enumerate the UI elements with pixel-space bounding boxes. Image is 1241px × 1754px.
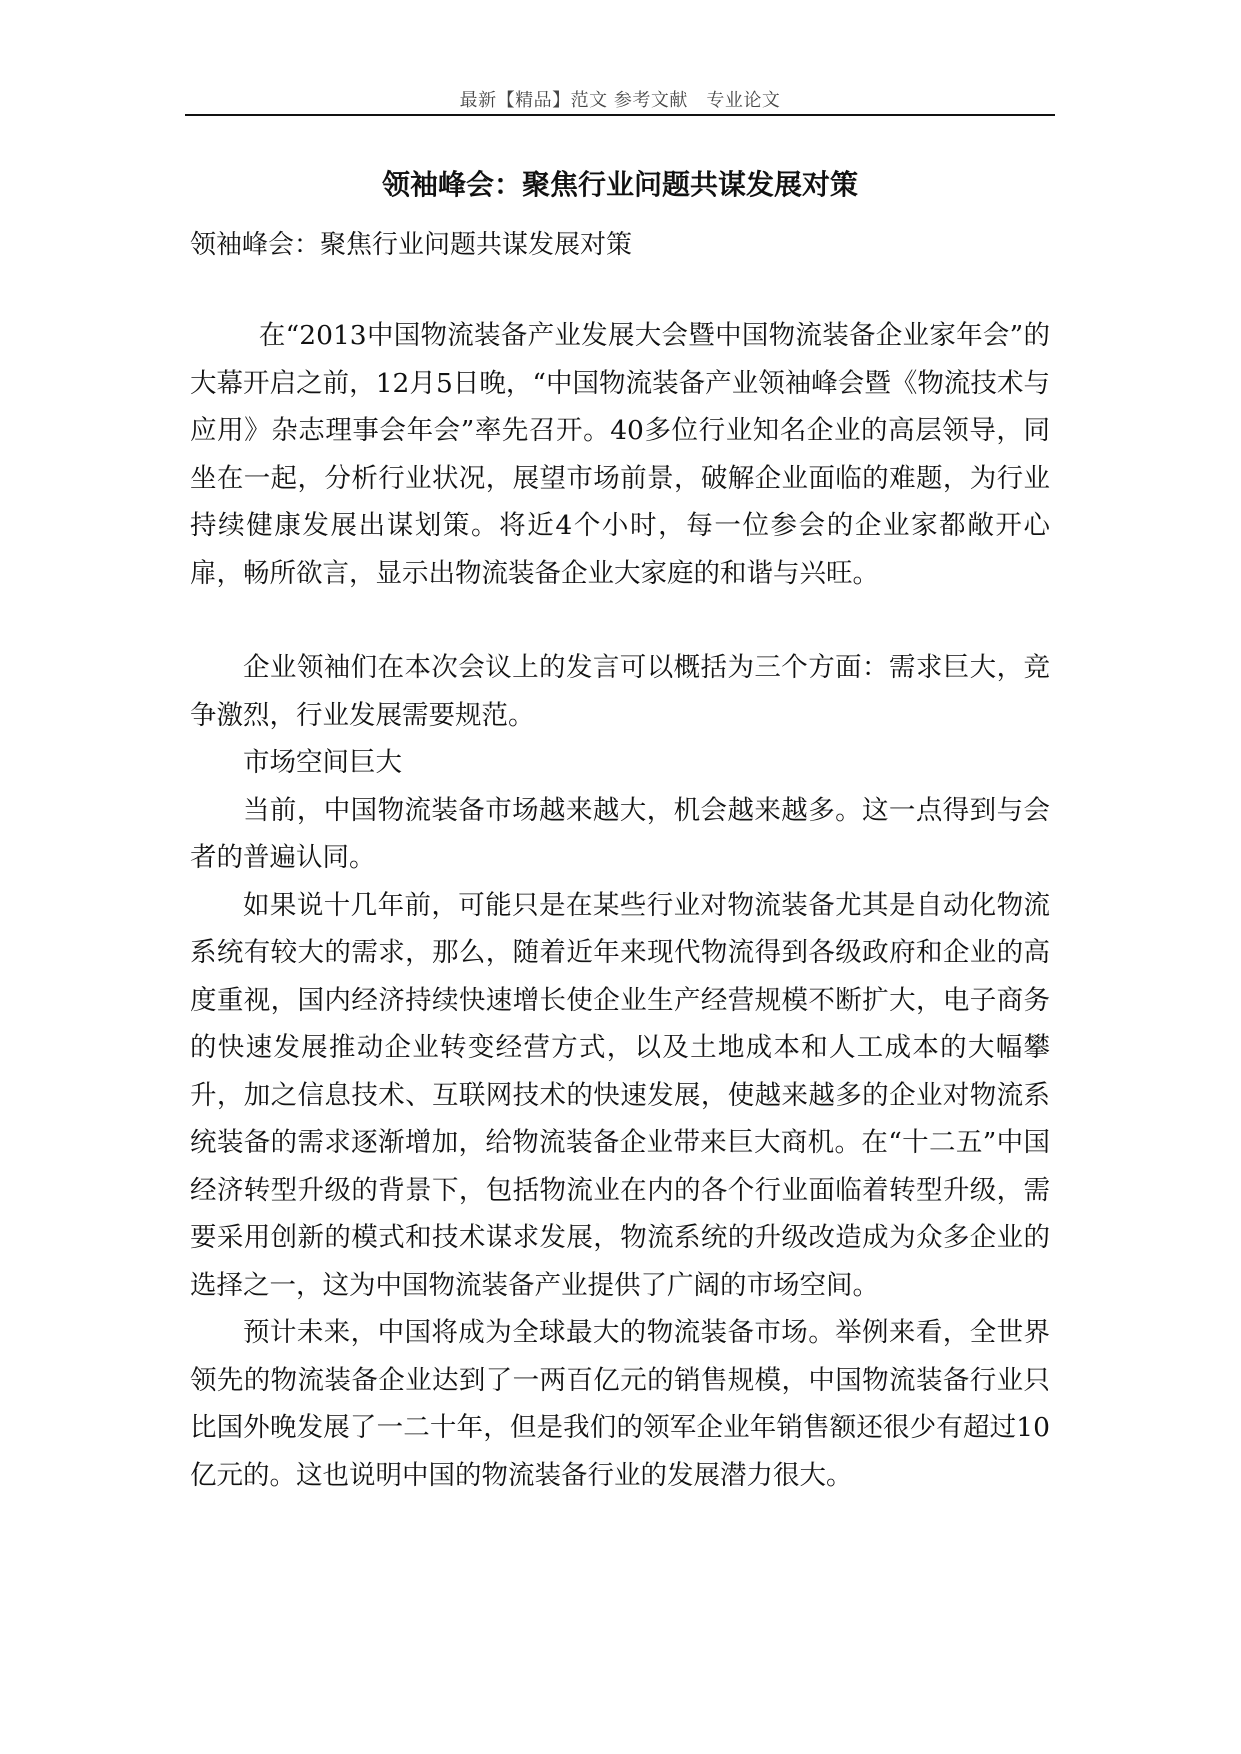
section-heading: 市场空间巨大 — [243, 747, 402, 778]
paragraph-gap — [190, 597, 1050, 644]
paragraph: 预计未来，中国将成为全球最大的物流装备市场。举例来看，全世界领先的物流装备企业达到了一两百亿元的销售规模，中国物流装备行业只比国外晚发展了一二十年，但是我们的领军企业年销售额还很少有超过10亿元的。这也说明中国的物流装备行业的发展潜力很大。 — [190, 1317, 1050, 1491]
document-title: 领袖峰会：聚焦行业问题共谋发展对策 — [381, 168, 858, 201]
header-divider — [185, 114, 1055, 116]
paragraph: 当前，中国物流装备市场越来越大，机会越来越多。这一点得到与会者的普遍认同。 — [190, 794, 1050, 873]
paragraph-intro: 在“2013中国物流装备产业发展大会暨中国物流装备企业家年会”的大幕开启之前，12月5日晚，“中国物流装备产业领袖峰会暨《物流技术与应用》杂志理事会年会”率先召开。40多位行业知名企业的高层领导，同坐在一起，分析行业状况，展望市场前景，破解企业面临的难题，为行业持续健康发展出谋划策。将近4个小时，每一位参会的企业家都敞开心扉，畅所欲言，显示出物流装备企业大家庭的和谐与兴旺。 — [190, 320, 1050, 589]
paragraph-summary: 企业领袖们在本次会议上的发言可以概括为三个方面：需求巨大，竞争激烈，行业发展需要规范。 — [190, 652, 1050, 731]
running-header: 最新【精品】范文 参考文献 专业论文 — [459, 90, 781, 111]
paragraph: 如果说十几年前，可能只是在某些行业对物流装备尤其是自动化物流系统有较大的需求，那么，随着近年来现代物流得到各级政府和企业的高度重视，国内经济持续快速增长使企业生产经营规模不断扩大，电子商务的快速发展推动企业转变经营方式，以及土地成本和人工成本的大幅攀升，加之信息技术、互联网技术的快速发展，使越来越多的企业对物流系统装备的需求逐渐增加，给物流装备企业带来巨大商机。在“十二五”中国经济转型升级的背景下，包括物流业在内的各个行业面临着转型升级，需要采用创新的模式和技术谋求发展，物流系统的升级改造成为众多企业的选择之一，这为中国物流装备产业提供了广阔的市场空间。 — [190, 889, 1050, 1301]
document-subtitle: 领袖峰会：聚焦行业问题共谋发展对策 — [190, 230, 633, 260]
document-body — [190, 312, 1050, 1499]
